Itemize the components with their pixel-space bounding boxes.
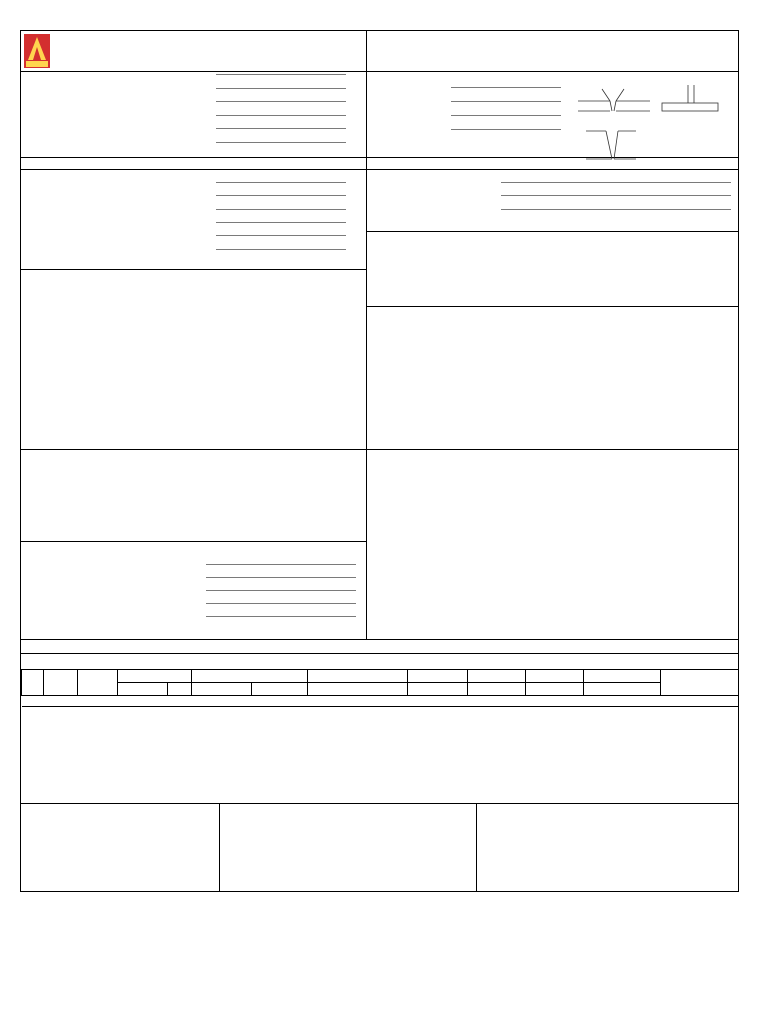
hdr-hinput [468, 670, 526, 683]
preheat-value [206, 603, 356, 604]
hdr-aws [118, 683, 168, 696]
hdr-layer [22, 670, 44, 696]
welding-parameter-table [21, 669, 739, 707]
base-metal-value [216, 209, 346, 210]
hdr-elect [118, 670, 192, 683]
base-metal-value [216, 235, 346, 236]
hdr-tspeed [408, 670, 468, 683]
general-value [216, 88, 346, 89]
pwht-value [501, 209, 731, 210]
pwht-value [501, 182, 731, 183]
hdr-kjmm [468, 683, 526, 696]
wps-document [20, 30, 739, 892]
preheat-value [206, 577, 356, 578]
hdr-mmmin [408, 683, 468, 696]
base-metal-value [216, 249, 346, 250]
hdr-mm1 [526, 683, 584, 696]
hdr-dia [168, 683, 192, 696]
joint-sketch [576, 83, 736, 167]
joints-value [451, 129, 561, 130]
hdr-voltage [308, 670, 408, 683]
hdr-v [308, 683, 408, 696]
hdr-a [252, 683, 308, 696]
general-value [216, 101, 346, 102]
joints-value [451, 115, 561, 116]
general-value [216, 74, 346, 75]
hdr-pass [44, 670, 78, 696]
base-metal-value [216, 195, 346, 196]
base-metal-value [216, 182, 346, 183]
preheat-value [206, 616, 356, 617]
hdr-backing [661, 670, 739, 696]
joints-value [451, 101, 561, 102]
welding-parameter-table-wrap [21, 669, 738, 793]
hdr-width [584, 670, 661, 683]
hdr-polarity [192, 683, 252, 696]
university-logo [24, 34, 50, 68]
preheat-value [206, 590, 356, 591]
hdr-mm2 [584, 683, 661, 696]
joints-value [451, 87, 561, 88]
hdr-depth [526, 670, 584, 683]
general-value [216, 128, 346, 129]
pwht-value [501, 195, 731, 196]
general-value [216, 115, 346, 116]
base-metal-value [216, 222, 346, 223]
preheat-value [206, 564, 356, 565]
hdr-process [78, 670, 118, 696]
general-value [216, 142, 346, 143]
hdr-current [192, 670, 308, 683]
